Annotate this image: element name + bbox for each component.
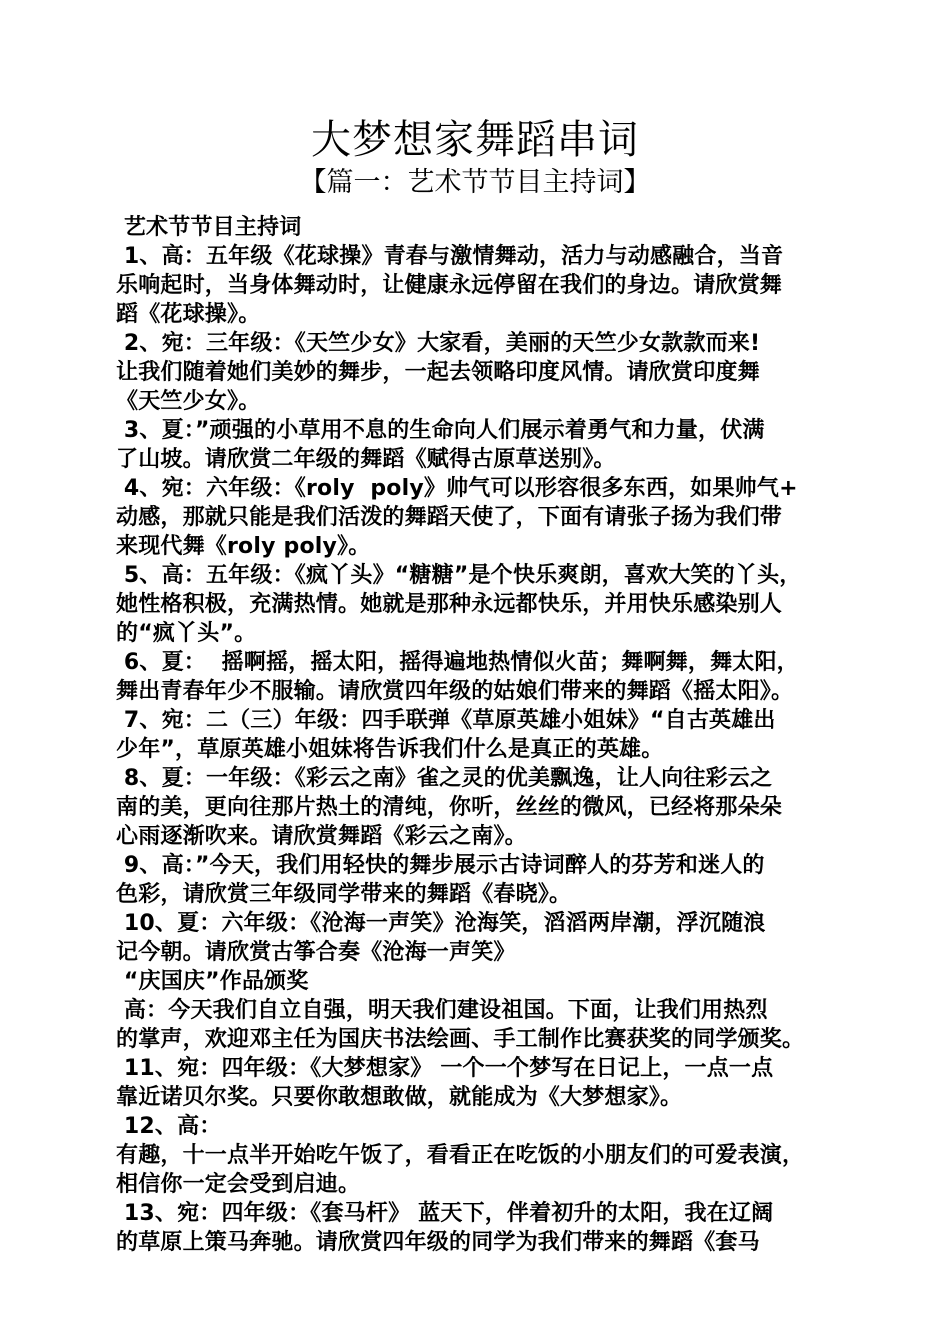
text-line: 8、夏：一年级：《彩云之南》雀之灵的优美飘逸，让人向往彩云之 [116, 766, 773, 791]
text-line: 蹈《花球操》。 [116, 302, 261, 327]
text-line: 了山坡。请欣赏二年级的舞蹈《赋得古原草送别》。 [116, 447, 616, 472]
text-line: 让我们随着她们美妙的舞步，一起去领略印度风情。请欣赏印度舞 [116, 360, 760, 385]
text-line: “庆国庆”作品颁奖 [116, 969, 309, 994]
text-line: 她性格积极，充满热情。她就是那种永远都快乐，并用快乐感染别人 [116, 592, 783, 617]
text-line: 2、宛：三年级：《天竺少女》大家看，美丽的天竺少女款款而来! [116, 331, 761, 356]
text-line: 舞出青春年少不服输。请欣赏四年级的姑娘们带来的舞蹈《摇太阳》。 [116, 679, 794, 704]
text-line: 艺术节节目主持词 [116, 215, 302, 240]
document-title: 大梦想家舞蹈串词 [311, 117, 639, 163]
text-line: 来现代舞《roly poly》。 [116, 534, 371, 559]
text-line: 少年”，草原英雄小姐妹将告诉我们什么是真正的英雄。 [116, 737, 664, 762]
text-line: 5、高：五年级：《疯丫头》“糖糖”是个快乐爽朗，喜欢大笑的丫头， [116, 563, 802, 588]
document-body [116, 213, 848, 1257]
text-line: 10、夏：六年级：《沧海一声笑》沧海笑，滔滔两岸潮，浮沉随浪 [116, 911, 766, 936]
text-line: 色彩，请欣赏三年级同学带来的舞蹈《春晓》。 [116, 882, 572, 907]
text-line: 心雨逐渐吹来。请欣赏舞蹈《彩云之南》。 [116, 824, 527, 849]
text-line: 有趣，十一点半开始吃午饭了，看看正在吃饭的小朋友们的可爱表演， [116, 1143, 805, 1168]
text-line: 记今朝。请欣赏古筝合奏《沧海一声笑》 [116, 940, 516, 965]
text-line: 13、宛：四年级：《套马杆》 蓝天下，伴着初升的太阳，我在辽阔 [116, 1201, 774, 1226]
text-line: 的草原上策马奔驰。请欣赏四年级的同学为我们带来的舞蹈《套马 [116, 1230, 760, 1255]
text-line: 3、夏：”顽强的小草用不息的生命向人们展示着勇气和力量，伏满 [116, 418, 765, 443]
text-line: 高：今天我们自立自强，明天我们建设祖国。下面，让我们用热烈 [116, 998, 768, 1023]
text-line: 12、高： [116, 1114, 222, 1139]
text-line: 的“疯丫头”。 [116, 621, 257, 646]
text-line: 11、宛：四年级：《大梦想家》 一个一个梦写在日记上，一点一点 [116, 1056, 774, 1081]
text-line: 4、宛：六年级：《roly poly》帅气可以形容很多东西，如果帅气+ [116, 476, 798, 501]
text-line: 乐响起时，当身体舞动时，让健康永远停留在我们的身边。请欣赏舞 [116, 273, 783, 298]
text-line: 动感，那就只能是我们活泼的舞蹈天使了，下面有请张子扬为我们带 [116, 505, 783, 530]
text-line: 靠近诺贝尔奖。只要你敢想敢做，就能成为《大梦想家》。 [116, 1085, 683, 1110]
text-line: 1、高：五年级《花球操》青春与激情舞动，活力与动感融合，当音 [116, 244, 784, 269]
text-line: 9、高：”今天，我们用轻快的舞步展示古诗词醉人的芬芳和迷人的 [116, 853, 765, 878]
text-line: 7、宛：二（三）年级：四手联弹《草原英雄小姐妹》“自古英雄出 [116, 708, 776, 733]
text-line: 的掌声，欢迎邓主任为国庆书法绘画、手工制作比赛获奖的同学颁奖。 [116, 1027, 805, 1052]
text-line: 南的美，更向往那片热土的清纯，你听，丝丝的微风，已经将那朵朵 [116, 795, 783, 820]
document-subtitle: 【篇一：艺术节节目主持词】 [299, 167, 651, 198]
text-line: 《天竺少女》。 [116, 389, 261, 414]
text-line: 6、夏： 摇啊摇，摇太阳，摇得遍地热情似火苗；舞啊舞，舞太阳， [116, 650, 799, 675]
text-line: 相信你一定会受到启迪。 [116, 1172, 361, 1197]
